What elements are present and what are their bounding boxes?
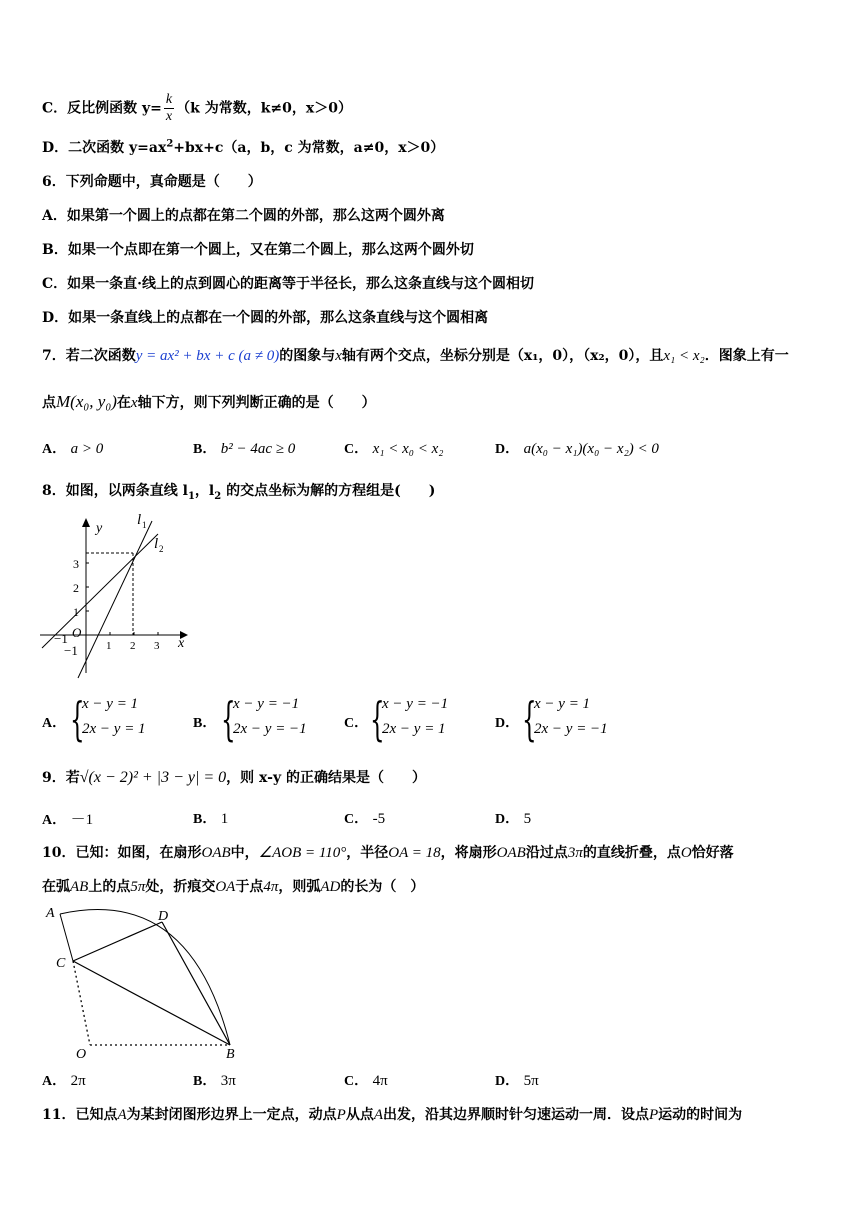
l1-label: l	[137, 512, 142, 528]
q9-option-a: A． －1	[42, 812, 94, 828]
q11-stem: 11．已知点A为某封闭图形边界上一定点，动点P从点A出发，沿其边界顺时针匀速运动一周．设点P运动的时间为	[42, 1107, 743, 1123]
q6-option-b: B．如果一个点即在第一个圆上，又在第二个圆上，那么这两个圆外切	[42, 242, 474, 258]
x-axis-label: x	[178, 636, 185, 651]
q5-option-d: D．二次函数 $y=ax^2+bx+c(a$，b，c 为常数，a≠0，x＞0）	[42, 138, 445, 156]
q8-stem: 8．如图，以两条直线 $l_1$，$l_2$ 的交点坐标为解的方程组是( )	[42, 483, 436, 502]
q10-stem-line2: 在弧AB上的点5π处，折痕交OA于点4π，则弧AD的长为（ ）	[42, 879, 425, 895]
l2-label: l	[154, 536, 159, 552]
q8-option-c: C．	[344, 716, 369, 731]
q6-stem: 6．下列命题中，真命题是（ ）	[42, 174, 262, 190]
point-c-label: C	[56, 956, 66, 971]
line-l1	[78, 521, 152, 678]
l2-sub: 2	[159, 544, 164, 554]
q10-sector-figure	[40, 900, 255, 1065]
q10-stem-line1: 10．已知：如图，在扇形OAB中，∠AOB = 110°，半径OA = 18，将扇形OAB沿过点3π的直线折叠，点O恰好落	[42, 845, 734, 861]
q9-formula: √(x − 2)² + |3 − y| = 0	[79, 769, 227, 786]
tick-x2: 2	[130, 640, 136, 652]
q7-stem-line2: 点M(x₀, y₀)在x轴下方，则下列判断正确的是（ ）	[42, 392, 376, 411]
q9-option-d: D． 5	[495, 811, 532, 827]
q7-option-d: D． a(x₀ − x₁)(x₀ − x₂) < 0	[495, 441, 659, 457]
tick-x3: 3	[154, 640, 160, 652]
q10-option-a: A． 2π	[42, 1073, 86, 1089]
q7-option-b: B． b² − 4ac ≥ 0	[193, 441, 296, 457]
tick-x1: 1	[106, 640, 112, 652]
tick-neg-x: −1	[54, 631, 68, 646]
origin-label: O	[72, 625, 82, 640]
q8-option-b: B．	[193, 716, 217, 731]
q9-stem: 9．若√(x − 2)² + |3 − y| = 0，则 x-y 的正确结果是（ ）	[42, 769, 426, 786]
y-axis-label: y	[96, 521, 103, 536]
q6-option-c: C．如果一条直·线上的点到圆心的距离等于半径长，那么这条直线与这个圆相切	[42, 276, 535, 292]
point-a-label: A	[46, 906, 55, 921]
q9-option-b: B． 1	[193, 811, 229, 827]
point-b-label: B	[226, 1047, 235, 1062]
q8-option-a: A．	[42, 716, 67, 731]
tick-y3: 3	[73, 557, 79, 571]
point-o-label: O	[76, 1047, 87, 1062]
segment-cd	[73, 922, 162, 961]
q10-option-b: B． 3π	[193, 1073, 236, 1089]
q10-option-c: C． 4π	[344, 1073, 388, 1089]
l1-sub: 1	[142, 520, 147, 530]
q7-option-c: C． x₁ < x₀ < x₂	[344, 441, 444, 457]
q6-option-d: D．如果一条直线上的点都在一个圆的外部，那么这条直线与这个圆相离	[42, 310, 489, 326]
q7-stem-line1: 7．若二次函数y = ax² + bx + c (a ≠ 0)的图象与x轴有两个交点，坐标分别是（x₁，0），（x₂，0），且x₁ < x₂．图象上有一	[42, 348, 789, 364]
fraction-k-over-x: $\frac{k}{x}$	[165, 92, 173, 124]
q8-option-d: D．	[495, 716, 520, 731]
q6-option-a: A．如果第一个圆上的点都在第二个圆的外部，那么这两个圆外离	[42, 208, 445, 224]
tick-neg-y: −1	[64, 643, 78, 658]
q7-point-m: M(x₀, y₀)	[56, 392, 117, 411]
q5-option-c: C．反比例函数 y= $\frac{k}{x}$ （k 为常数，k≠0，x＞0）	[42, 92, 352, 124]
q9-option-c: C． -5	[344, 811, 386, 827]
q7-function-formula: y = ax² + bx + c (a ≠ 0)	[135, 348, 280, 364]
segment-co-dotted	[73, 961, 90, 1045]
q8-coordinate-graph	[40, 508, 200, 683]
tick-y2: 2	[73, 581, 79, 595]
segment-ac	[60, 914, 73, 961]
point-d-label: D	[158, 909, 169, 924]
q10-option-d: D． 5π	[495, 1073, 539, 1089]
tick-y1: 1	[73, 605, 79, 619]
y-axis-arrow	[82, 518, 90, 527]
q7-option-a: A． a > 0	[42, 441, 104, 457]
